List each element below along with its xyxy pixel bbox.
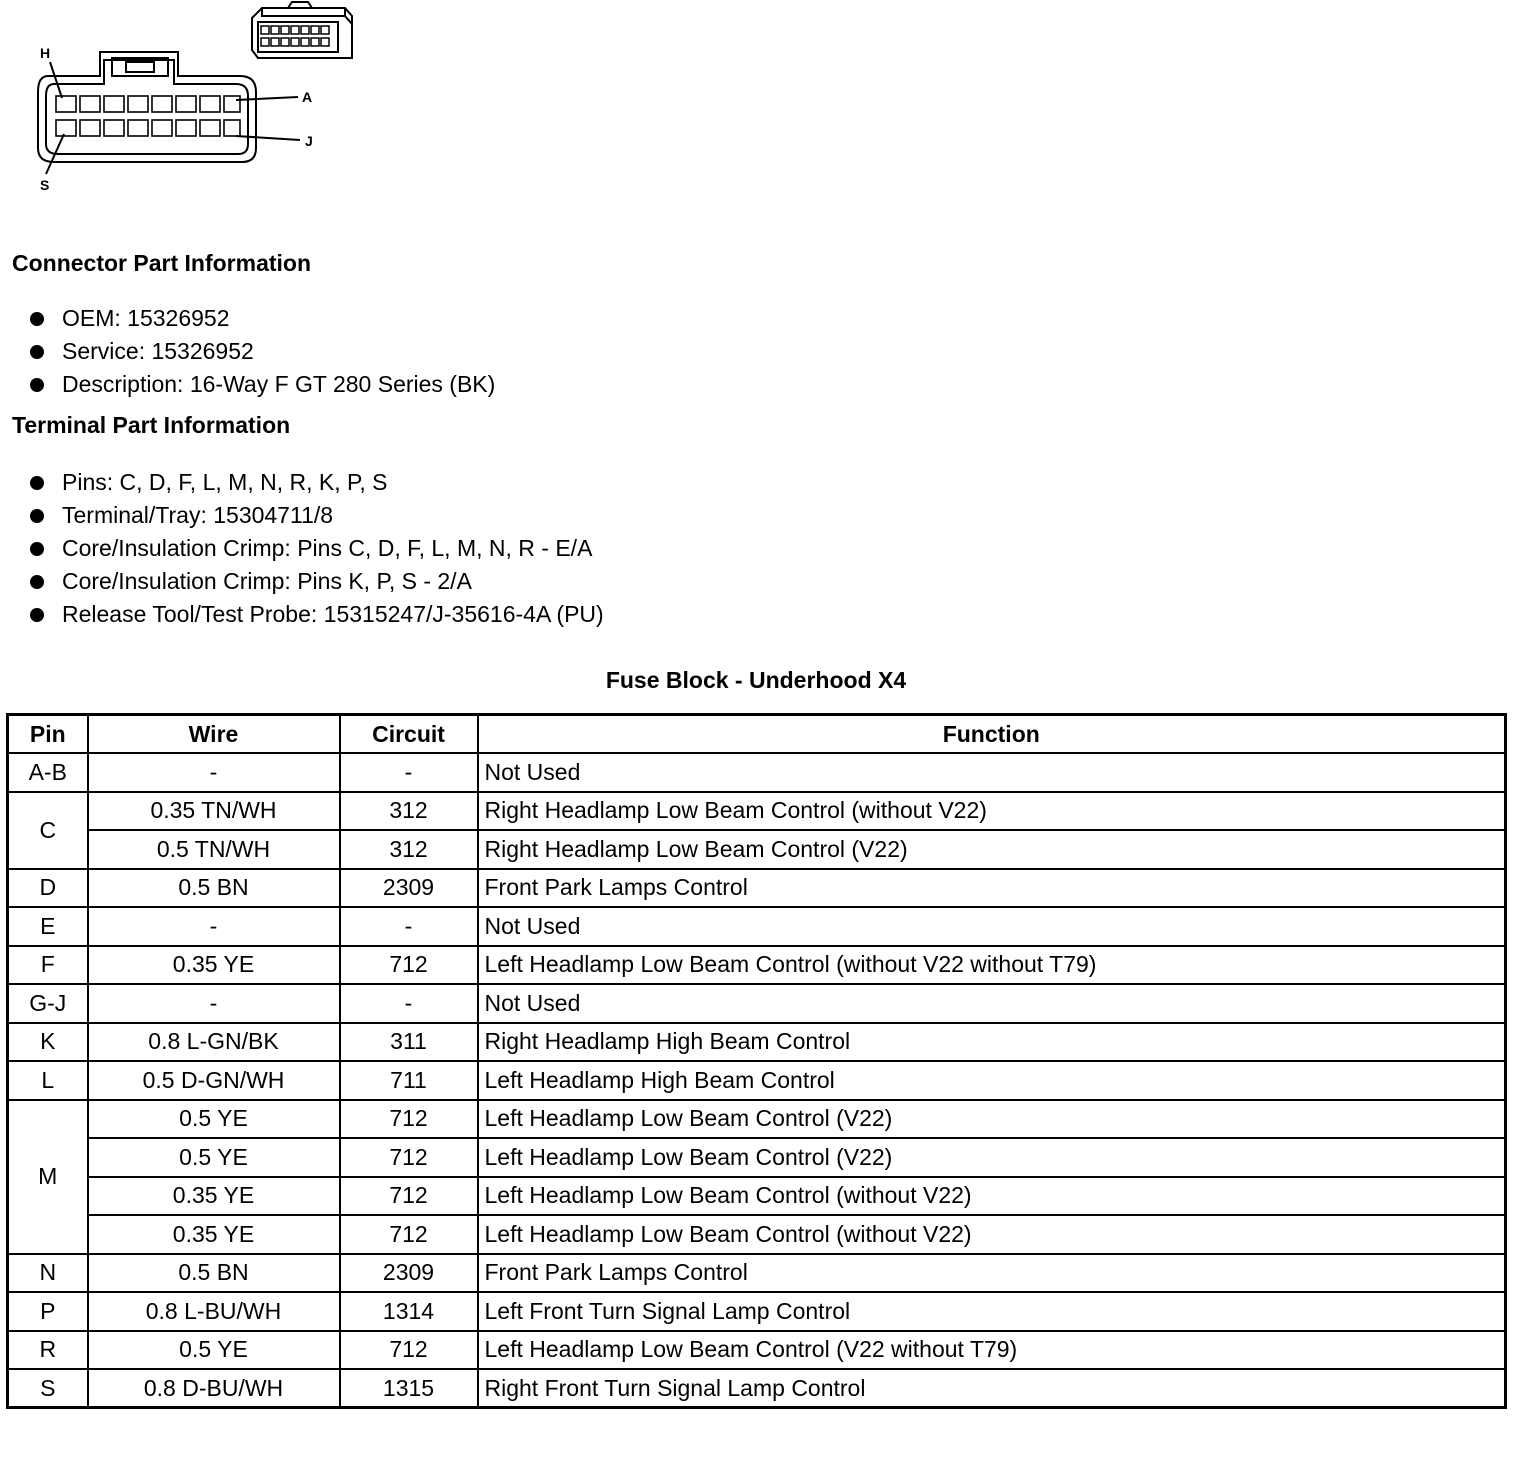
- wire-cell: 0.35 YE: [88, 1215, 340, 1254]
- wire-cell: 0.5 TN/WH: [88, 830, 340, 869]
- table-row: [8, 1100, 1506, 1139]
- pin-cell: K: [8, 1023, 88, 1062]
- wire-cell: 0.35 YE: [88, 946, 340, 985]
- pin-label-s: S: [40, 177, 50, 193]
- wire-cell: 0.5 BN: [88, 869, 340, 908]
- table-row: [8, 1215, 1506, 1254]
- wire-cell: 0.8 L-GN/BK: [88, 1023, 340, 1062]
- circuit-cell: 712: [340, 1331, 478, 1370]
- wire-cell: 0.5 D-GN/WH: [88, 1061, 340, 1100]
- function-cell: Not Used: [478, 753, 1506, 792]
- function-cell: Front Park Lamps Control: [478, 869, 1506, 908]
- circuit-cell: 1314: [340, 1292, 478, 1331]
- circuit-cell: 712: [340, 1138, 478, 1177]
- pin-label-h: H: [40, 45, 51, 61]
- table-row: [8, 1292, 1506, 1331]
- pinout-table: [6, 713, 1507, 1409]
- circuit-cell: 711: [340, 1061, 478, 1100]
- function-cell: Left Headlamp High Beam Control: [478, 1061, 1506, 1100]
- function-cell: Left Headlamp Low Beam Control (V22): [478, 1100, 1506, 1139]
- header-wire: Wire: [88, 715, 340, 754]
- connector-iso-view: [252, 2, 352, 58]
- table-row: [8, 1023, 1506, 1062]
- pin-cell: E: [8, 907, 88, 946]
- circuit-cell: 1315: [340, 1369, 478, 1408]
- function-cell: Left Front Turn Signal Lamp Control: [478, 1292, 1506, 1331]
- pin-label-a: A: [302, 89, 313, 105]
- pin-cell: P: [8, 1292, 88, 1331]
- connector-info-oem: OEM: 15326952: [28, 302, 495, 335]
- function-cell: Right Headlamp Low Beam Control (without V22): [478, 792, 1506, 831]
- wire-cell: -: [88, 984, 340, 1023]
- pin-cell: C: [8, 792, 88, 869]
- header-circuit: Circuit: [340, 715, 478, 754]
- function-cell: Right Headlamp Low Beam Control (V22): [478, 830, 1506, 869]
- connector-face: [38, 52, 256, 162]
- header-function: Function: [478, 715, 1506, 754]
- terminal-info-tray: Terminal/Tray: 15304711/8: [28, 499, 604, 532]
- pin-cell: M: [8, 1100, 88, 1254]
- wire-cell: 0.35 YE: [88, 1177, 340, 1216]
- wire-cell: 0.8 L-BU/WH: [88, 1292, 340, 1331]
- table-row: [8, 869, 1506, 908]
- circuit-cell: 712: [340, 946, 478, 985]
- connector-info-title: Connector Part Information: [12, 250, 312, 276]
- wire-cell: -: [88, 753, 340, 792]
- table-row: [8, 1138, 1506, 1177]
- circuit-cell: -: [340, 753, 478, 792]
- function-cell: Left Headlamp Low Beam Control (V22 without T79): [478, 1331, 1506, 1370]
- circuit-cell: 312: [340, 792, 478, 831]
- table-title: Fuse Block - Underhood X4: [605, 667, 907, 693]
- terminal-info-pins: Pins: C, D, F, L, M, N, R, K, P, S: [28, 466, 604, 499]
- function-cell: Front Park Lamps Control: [478, 1254, 1506, 1293]
- function-cell: Not Used: [478, 984, 1506, 1023]
- connector-info-list: [28, 302, 495, 401]
- function-cell: Left Headlamp Low Beam Control (without V22): [478, 1215, 1506, 1254]
- connector-info-service: Service: 15326952: [28, 335, 495, 368]
- terminal-info-crimp-2: Core/Insulation Crimp: Pins K, P, S - 2/A: [28, 565, 604, 598]
- pin-cell: R: [8, 1331, 88, 1370]
- pin-cell: L: [8, 1061, 88, 1100]
- header-pin: Pin: [8, 715, 88, 754]
- circuit-cell: 311: [340, 1023, 478, 1062]
- wire-cell: 0.8 D-BU/WH: [88, 1369, 340, 1408]
- table-row: [8, 1369, 1506, 1408]
- terminal-info-crimp-1: Core/Insulation Crimp: Pins C, D, F, L, M, N, R - E/A: [28, 532, 604, 565]
- pin-cell: S: [8, 1369, 88, 1408]
- table-row: [8, 1061, 1506, 1100]
- wire-cell: 0.5 YE: [88, 1138, 340, 1177]
- circuit-cell: 2309: [340, 1254, 478, 1293]
- function-cell: Right Front Turn Signal Lamp Control: [478, 1369, 1506, 1408]
- circuit-cell: 312: [340, 830, 478, 869]
- circuit-cell: 712: [340, 1177, 478, 1216]
- function-cell: Left Headlamp Low Beam Control (V22): [478, 1138, 1506, 1177]
- table-row: [8, 753, 1506, 792]
- pin-label-j: J: [305, 133, 313, 149]
- table-header-row: [8, 715, 1506, 754]
- circuit-cell: -: [340, 907, 478, 946]
- connector-info-description: Description: 16-Way F GT 280 Series (BK): [28, 368, 495, 401]
- table-row: [8, 792, 1506, 831]
- table-row: [8, 830, 1506, 869]
- table-row: [8, 1254, 1506, 1293]
- wire-cell: 0.5 YE: [88, 1100, 340, 1139]
- pin-cell: G-J: [8, 984, 88, 1023]
- pin-cell: A-B: [8, 753, 88, 792]
- terminal-info-title: Terminal Part Information: [12, 412, 291, 438]
- circuit-cell: 712: [340, 1215, 478, 1254]
- table-row: [8, 1331, 1506, 1370]
- pin-cell: N: [8, 1254, 88, 1293]
- wire-cell: -: [88, 907, 340, 946]
- function-cell: Right Headlamp High Beam Control: [478, 1023, 1506, 1062]
- function-cell: Left Headlamp Low Beam Control (without V22 without T79): [478, 946, 1506, 985]
- table-row: [8, 946, 1506, 985]
- table-row: [8, 907, 1506, 946]
- terminal-info-list: [28, 466, 604, 631]
- wire-cell: 0.5 YE: [88, 1331, 340, 1370]
- function-cell: Not Used: [478, 907, 1506, 946]
- wire-cell: 0.35 TN/WH: [88, 792, 340, 831]
- circuit-cell: 712: [340, 1100, 478, 1139]
- table-row: [8, 1177, 1506, 1216]
- pin-cell: D: [8, 869, 88, 908]
- circuit-cell: 2309: [340, 869, 478, 908]
- wire-cell: 0.5 BN: [88, 1254, 340, 1293]
- table-row: [8, 984, 1506, 1023]
- circuit-cell: -: [340, 984, 478, 1023]
- terminal-info-release-tool: Release Tool/Test Probe: 15315247/J-35616-4A (PU): [28, 598, 604, 631]
- function-cell: Left Headlamp Low Beam Control (without V22): [478, 1177, 1506, 1216]
- connector-diagram: [0, 0, 380, 200]
- pin-cell: F: [8, 946, 88, 985]
